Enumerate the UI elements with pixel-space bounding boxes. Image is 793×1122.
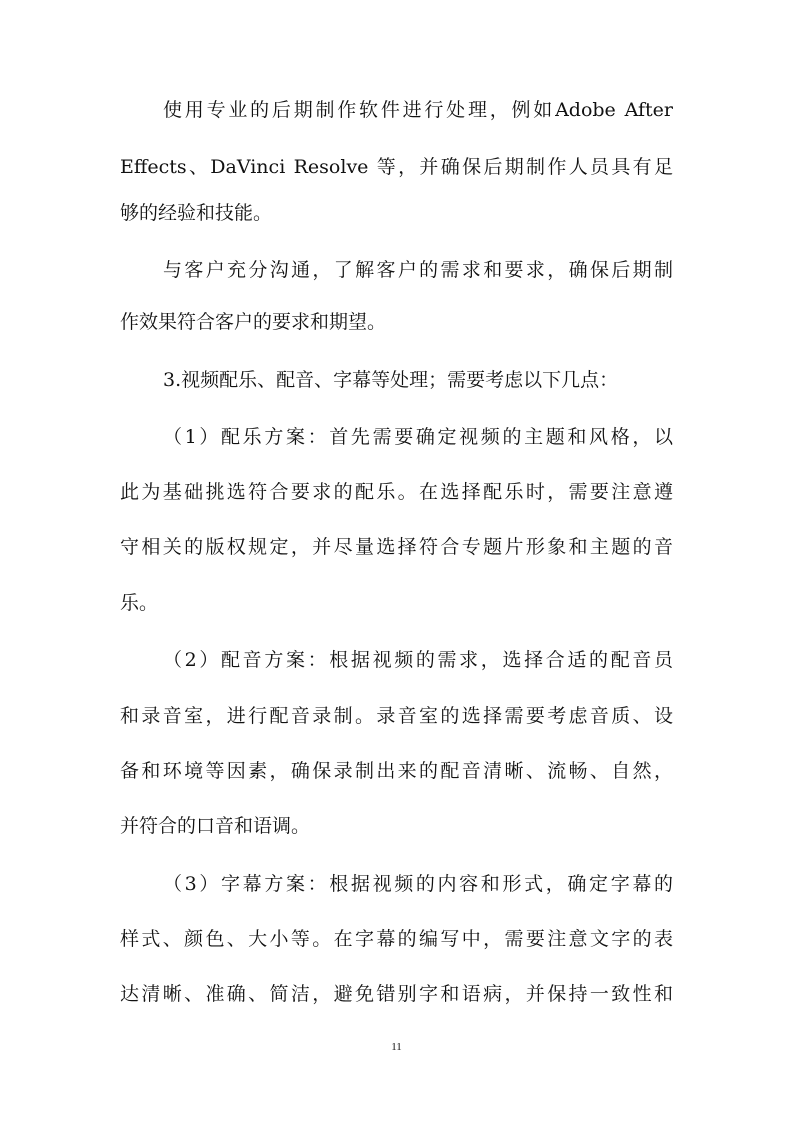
text-line: 够的经验和技能。 bbox=[120, 202, 273, 224]
text-line: 守相关的版权规定，并尽量选择符合专题片形象和主题的音 bbox=[120, 536, 673, 558]
text-line: 乐。 bbox=[120, 592, 159, 614]
text-line: 达清晰、准确、简洁，避免错别字和语病，并保持一致性和 bbox=[120, 983, 673, 1005]
text-line: 3.视频配乐、配音、字幕等处理；需要考虑以下几点： bbox=[163, 369, 619, 391]
page-number: 11 bbox=[391, 1041, 402, 1053]
text-line: Effects、DaVinci Resolve 等，并确保后期制作人员具有足 bbox=[120, 156, 673, 178]
text-line: 作效果符合客户的要求和期望。 bbox=[120, 311, 387, 333]
text-line: 备和环境等因素，确保录制出来的配音清晰、流畅、自然， bbox=[120, 760, 673, 782]
text-line: 和录音室，进行配音录制。录音室的选择需要考虑音质、设 bbox=[120, 705, 673, 727]
text-line: 使用专业的后期制作软件进行处理，例如Adobe After bbox=[163, 99, 673, 121]
text-line: 此为基础挑选符合要求的配乐。在选择配乐时，需要注意遵 bbox=[120, 481, 673, 503]
text-line: 样式、颜色、大小等。在字幕的编写中，需要注意文字的表 bbox=[120, 928, 673, 950]
text-line: （3）字幕方案：根据视频的内容和形式，确定字幕的 bbox=[163, 873, 673, 895]
text-line: 并符合的口音和语调。 bbox=[120, 815, 311, 837]
text-line: （1）配乐方案：首先需要确定视频的主题和风格，以 bbox=[163, 426, 673, 448]
text-line: （2）配音方案：根据视频的需求，选择合适的配音员 bbox=[163, 649, 673, 671]
text-line: 与客户充分沟通，了解客户的需求和要求，确保后期制 bbox=[163, 259, 673, 281]
